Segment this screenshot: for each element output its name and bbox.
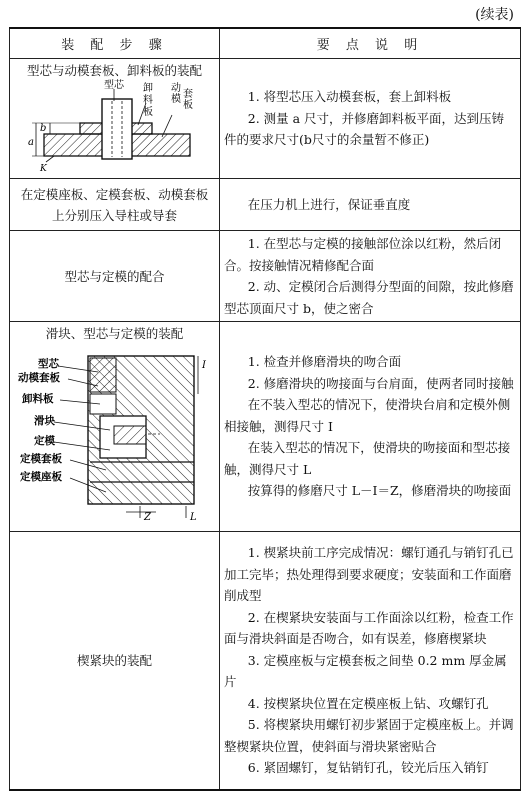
point-text: 按算得的修磨尺寸 L－I＝Z，修磨滑块的吻接面 <box>247 483 512 499</box>
table-row <box>10 231 521 322</box>
label-moving-plate: 动模套板 <box>18 372 60 384</box>
point-text: 5. 将楔紧块用螺钉初步紧固于定模座板上。并调整楔紧块位置，使斜面与滑块紧密贴合 <box>224 717 514 754</box>
step-cell <box>10 179 220 231</box>
dim-z: Z <box>144 512 151 522</box>
core-moving-plate-figure <box>10 79 218 173</box>
label-core: 型芯 <box>104 80 124 91</box>
assembly-steps-table <box>9 27 521 791</box>
table-row <box>10 532 521 790</box>
points-cell <box>220 179 521 231</box>
step-cell <box>10 231 220 322</box>
table-header-row <box>10 28 521 59</box>
point-text: 1. 楔紧块前工序完成情况：螺钉通孔与销钉孔已加工完毕；热处理得到要求硬度；安装面和工作面磨削成型 <box>224 545 514 603</box>
point-text: 6. 紧固螺钉，复钻销钉孔，铰光后压入销钉 <box>247 760 489 775</box>
label-moving-4: 板 <box>183 100 193 111</box>
point-text: 在不装入型芯的情况下，使滑块台肩和定模外侧相接触，测得尺寸 I <box>224 397 511 434</box>
point-text: 1. 在型芯与定模的接触部位涂以红粉，然后闭合。按接触情况精修配合面 <box>224 236 502 273</box>
step-text: 滑块、型芯与定模的装配 <box>45 326 184 341</box>
point-text: 在压力机上进行，保证垂直度 <box>247 196 411 212</box>
step-text: 在定模座板、定模套板、动模套板上分别压入导柱或导套 <box>20 186 209 223</box>
points-cell <box>220 322 521 532</box>
point-text: 1. 检查并修磨滑块的吻合面 <box>247 354 402 370</box>
step-text: 型芯与定模的配合 <box>64 269 165 284</box>
step-cell <box>10 532 220 790</box>
label-stripper-1: 卸 <box>143 83 153 94</box>
point-text: 4. 按楔紧块位置在定模座板上钻、攻螺钉孔 <box>247 695 489 711</box>
points-cell <box>220 231 521 322</box>
label-stripper-2: 料 <box>143 95 153 106</box>
label-k: K <box>40 164 47 173</box>
table-row <box>10 322 521 532</box>
dim-i: I <box>202 360 206 371</box>
point-text: 2. 在楔紧块安装面与工作面涂以红粉，检查工作面与滑块斜面是否吻合，如有误差，修磨楔紧块 <box>224 609 514 646</box>
point-text: 3. 定模座板与定模套板之间垫 0.2 mm 厚金属片 <box>224 652 507 689</box>
dim-b: b <box>40 123 47 134</box>
step-cell <box>10 59 220 179</box>
point-text: 在装入型芯的情况下，使滑块的吻接面和型芯接触，测得尺寸 L <box>224 440 511 477</box>
table-row <box>10 179 521 231</box>
label-moving-3: 套 <box>183 89 193 100</box>
slider-core-fixed-mold-figure <box>10 342 218 522</box>
dim-a: a <box>28 137 34 148</box>
table-row <box>10 59 521 179</box>
header-key-points: 要 点 说 明 <box>220 28 521 59</box>
point-text: 2. 测量 a 尺寸，并修磨卸料板平面，达到压铸件的要求尺寸(b尺寸的余量暂不修正) <box>224 110 505 148</box>
label-slider: 滑块 <box>34 415 55 427</box>
label-moving-1: 动 <box>171 83 181 94</box>
dim-l: L <box>190 512 197 522</box>
label-fixed-mold: 定模 <box>34 435 55 447</box>
point-text: 1. 将型芯压入动模套板，套上卸料板 <box>247 89 452 105</box>
label-core: 型芯 <box>38 358 59 370</box>
label-moving-2: 模 <box>171 94 181 105</box>
point-text: 2. 修磨滑块的吻接面与台肩面，使两者同时接触 <box>247 375 514 391</box>
points-cell <box>220 532 521 790</box>
header-assembly-step: 装 配 步 骤 <box>10 28 220 59</box>
step-cell <box>10 322 220 532</box>
points-cell <box>220 59 521 179</box>
label-fixed-plate: 定模套板 <box>20 453 62 465</box>
label-stripper-plate: 卸料板 <box>22 393 54 405</box>
label-stripper-3: 板 <box>143 107 153 118</box>
step-text: 型芯与动模套板、卸料板的装配 <box>26 63 202 78</box>
continued-label: (续表) <box>475 7 514 23</box>
point-text: 2. 动、定模闭合后测得分型面的间隙，按此修磨型芯顶面尺寸 b，使之密合 <box>224 279 514 316</box>
label-fixed-base: 定模座板 <box>20 471 62 483</box>
step-text: 楔紧块的装配 <box>76 653 152 669</box>
